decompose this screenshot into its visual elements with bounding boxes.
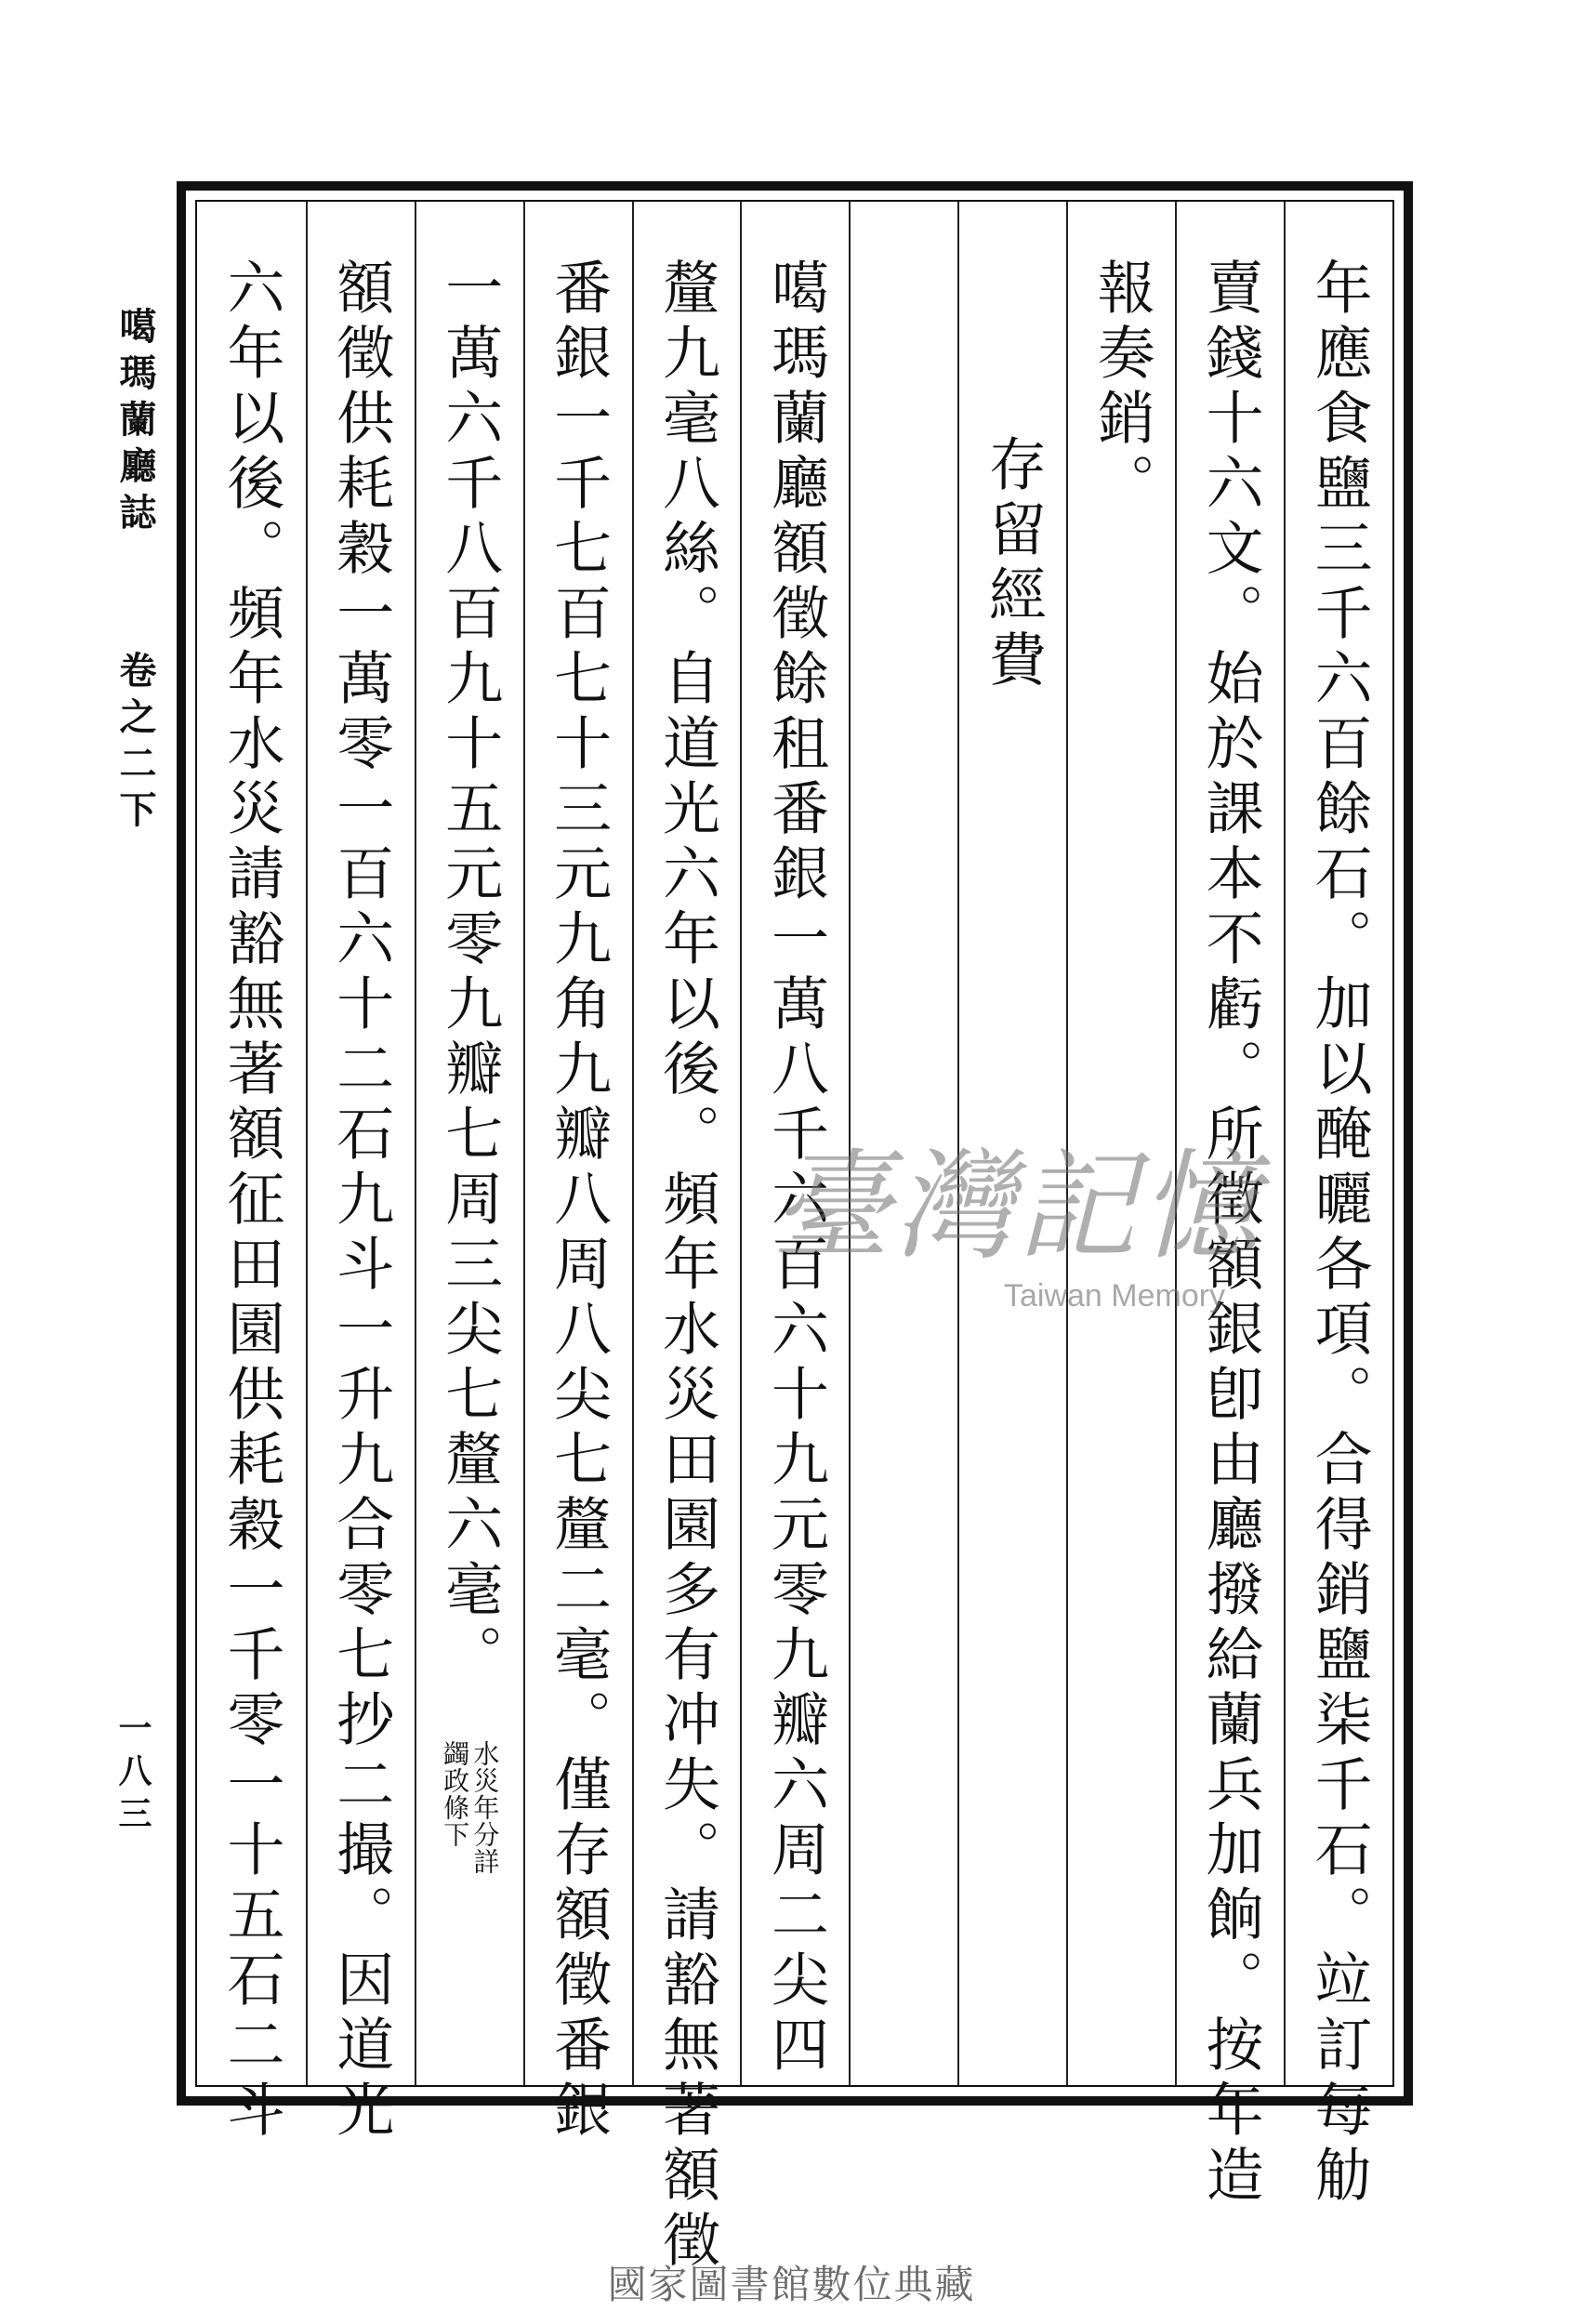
margin-volume: 卷之二下 xyxy=(113,651,157,837)
column-text: 六年以後。頻年水災請豁無著額征田園供耗穀一千零一十五石二斗 xyxy=(217,257,285,2145)
text-column-9 xyxy=(415,202,523,2085)
section-heading: 存留經費 xyxy=(979,434,1048,694)
footer-credit: 國家圖書館數位典藏 xyxy=(607,2262,976,2307)
column-text: 額徵供耗穀一萬零一百六十二石九斗一升九合零七抄二撮。因道光 xyxy=(326,257,395,2145)
text-column-11 xyxy=(197,202,306,2145)
text-column-10 xyxy=(306,202,415,2145)
watermark-subtitle: Taiwan Memory xyxy=(1004,1278,1226,1314)
text-column-7 xyxy=(632,202,741,2275)
column-text: 年應食鹽三千六百餘石。加以醃曬各項。合得銷鹽柒千石。竝訂每觔 xyxy=(1305,257,1374,2210)
margin-book-title: 噶瑪蘭廳誌 xyxy=(113,307,157,539)
column-text: 番銀一千七百七十三元九角九瓣八周八尖七釐二毫。僅存額徵番銀 xyxy=(544,257,613,2145)
note-line: 蠲政條下 xyxy=(440,1740,471,1848)
column-text: 噶瑪蘭廳額徵餘租番銀一萬八千六百六十九元零九瓣六周二尖四 xyxy=(761,257,830,2080)
annotation-note xyxy=(440,1740,499,1875)
column-text: 報奏銷。 xyxy=(1088,257,1156,518)
column-text: 釐九毫八絲。自道光六年以後。頻年水災田園多有冲失。請豁無著額徵 xyxy=(653,257,721,2275)
column-text: 賣錢十六文。始於課本不虧。所徵額銀卽由廳撥給蘭兵加餉。按年造 xyxy=(1196,257,1265,2210)
text-column-1 xyxy=(1284,202,1392,2210)
note-line: 水災年分詳 xyxy=(469,1740,501,1875)
text-column-8 xyxy=(523,202,632,2145)
column-text: 一萬六千八百九十五元零九瓣七周三尖七釐六毫。 xyxy=(435,257,504,1689)
watermark-logo: 臺灣記憶 xyxy=(772,1138,1263,1276)
margin-page-number: 一八三 xyxy=(113,1710,152,1839)
